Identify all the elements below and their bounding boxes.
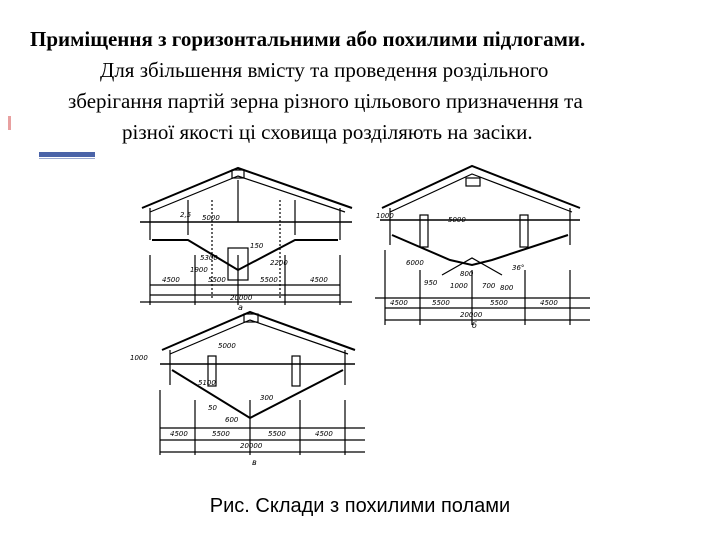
dim-c-2: 5500 — [212, 430, 230, 438]
dim-b-10: 1000 — [450, 282, 468, 290]
dim-c-1: 4500 — [170, 430, 188, 438]
heading-line2: зберігання партій зерна різного цільового призначення та — [68, 89, 583, 113]
dim-c-3: 5500 — [268, 430, 286, 438]
dim-b-13: 800 — [460, 270, 474, 278]
dim-c-5: 20000 — [240, 442, 263, 450]
dim-b-5: 20000 — [460, 311, 483, 319]
dim-b-1: 4500 — [390, 299, 408, 307]
dim-a-2: 5500 — [208, 276, 226, 284]
dim-c-8: 5100 — [198, 379, 216, 387]
dim-a-3: 5500 — [260, 276, 278, 284]
dim-a-1: 4500 — [162, 276, 180, 284]
warehouse-diagram — [120, 160, 610, 470]
dim-b-2: 5500 — [432, 299, 450, 307]
heading-line3: різної якості ці сховища розділяють на засіки. — [122, 120, 533, 144]
dim-c-7: 5000 — [218, 342, 236, 350]
dim-c-10: 300 — [260, 394, 274, 402]
dim-c-9: 50 — [208, 404, 217, 412]
heading-text — [30, 24, 710, 148]
dim-a-10: 2200 — [270, 259, 288, 267]
dim-c-11: 600 — [225, 416, 239, 424]
label-c: в — [252, 458, 257, 467]
drawing-c — [160, 312, 365, 455]
dim-a-6: 1900 — [190, 266, 208, 274]
dim-a-5: 20000 — [230, 294, 253, 302]
dim-b-8: 6000 — [406, 259, 424, 267]
dim-b-14: 36° — [512, 264, 525, 272]
dim-b-9: 950 — [424, 279, 438, 287]
dim-b-6: 1000 — [376, 212, 394, 220]
dim-a-11: 2,5 — [180, 211, 192, 219]
dim-c-6: 1000 — [130, 354, 148, 362]
dim-b-4: 4500 — [540, 299, 558, 307]
dim-b-7: 5000 — [448, 216, 466, 224]
dim-a-8: 5300 — [200, 254, 218, 262]
dim-a-7: 5000 — [202, 214, 220, 222]
red-edge-mark — [8, 116, 11, 130]
drawing-a — [140, 168, 352, 305]
label-a: а — [238, 303, 243, 312]
dim-b-11: 700 — [482, 282, 496, 290]
accent-bar — [39, 152, 95, 157]
dim-a-4: 4500 — [310, 276, 328, 284]
heading-line1: Для збільшення вмісту та проведення роздільного — [100, 58, 549, 82]
heading-bold: Приміщення з горизонтальними або похилими підлогами. — [30, 27, 586, 51]
figure-caption: Рис. Склади з похилими полами — [209, 495, 511, 517]
dim-b-12: 800 — [500, 284, 514, 292]
dim-c-4: 4500 — [315, 430, 333, 438]
dim-b-3: 5500 — [490, 299, 508, 307]
label-b: б — [472, 321, 477, 330]
dim-a-9: 150 — [250, 242, 264, 250]
